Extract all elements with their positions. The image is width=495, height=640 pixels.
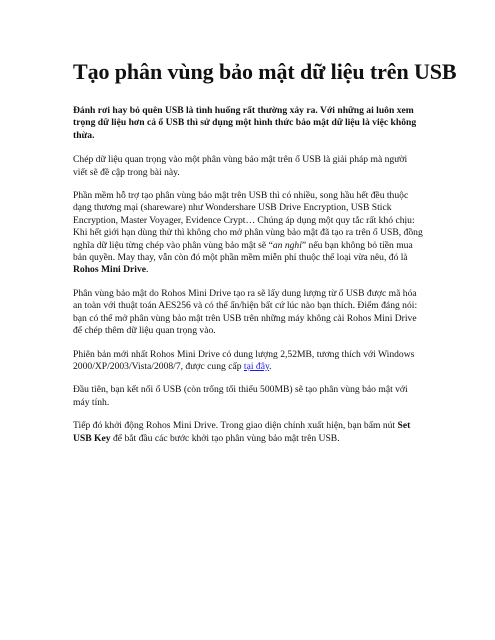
paragraph-2-bold: Rohos Mini Drive [73,264,147,276]
download-link[interactable]: tại đây [243,360,270,372]
paragraph-6-text-a: Tiếp đó khởi động Rohos Mini Drive. Trong giao diện chính xuất hiện, bạn bấm nút [73,420,398,432]
paragraph-4 [73,349,423,374]
paragraph-4-text-a: Phiên bản mới nhất Rohos Mini Drive có dung lượng 2,52MB, tương thích với Windows 2000/XP/2003/Vista/2008/7, được cung cấp [73,348,415,372]
document-title: Tạo phân vùng bảo mật dữ liệu trên USB [73,59,457,84]
paragraph-3: Phân vùng bảo mật do Rohos Mini Drive tạo ra sẽ lấy dung lượng từ ổ USB được mã hóa an toàn với thuật toán AES256 và có thể ẩn/hiện bất cứ lúc nào bạn thích. Điểm đáng nói: bạn có thể mở phân vùng bảo mật trên USB trên những máy không cài Rohos Mini Drive để chép thêm dữ liệu quan trọng vào. [73,287,418,337]
paragraph-4-text-b: . [269,360,272,372]
paragraph-6 [73,420,423,445]
paragraph-2-italic: an nghỉ [272,239,302,251]
paragraph-5: Đầu tiên, bạn kết nối ổ USB (còn trống tối thiểu 500MB) sẽ tạo phân vùng bảo mật với máy tính. [73,384,408,408]
paragraph-2-text-a: Phần mềm hỗ trợ tạo phân vùng bảo mật trên USB thì có nhiều, song hầu hết đều thuộc dạng thương mại (shareware) như Wondershare USB Drive Encryption, USB Stick Encryption, Master Voyager, Evidence Crypt… Chúng áp dụng một quy tắc rất khó chịu: Khi hết giới hạn dùng thử thì không cho mở phân vùng bảo mật đã tạo ra trên ổ USB, đồng nghĩa dữ liệu từng chép vào phân vùng bảo mật sẽ “ [73,190,423,251]
paragraph-2-text-b: ” nếu bạn không bỏ tiền mua bản quyền. May thay, vẫn còn đó một phần mềm miễn phí thuộc thể loại vừa nêu, đó là [73,239,413,264]
lead-paragraph: Đánh rơi hay bỏ quên USB là tình huống rất thường xảy ra. Với những ai luôn xem trọng dữ liệu hơn cả ổ USB thì sử dụng một hình thức bảo mật dữ liệu là việc không thừa. [73,105,417,141]
paragraph-2-text-c: . [146,264,149,276]
paragraph-6-bold: Set USB Key [73,420,411,444]
paragraph-1: Chép dữ liệu quan trọng vào một phân vùng bảo mật trên ổ USB là giải pháp mà người viết sẽ đề cập trong bài này. [73,154,408,178]
paragraph-2 [73,190,423,277]
document-page [73,58,457,445]
paragraph-6-text-b: để bắt đầu các bước khởi tạo phân vùng bảo mật trên USB. [110,432,340,444]
